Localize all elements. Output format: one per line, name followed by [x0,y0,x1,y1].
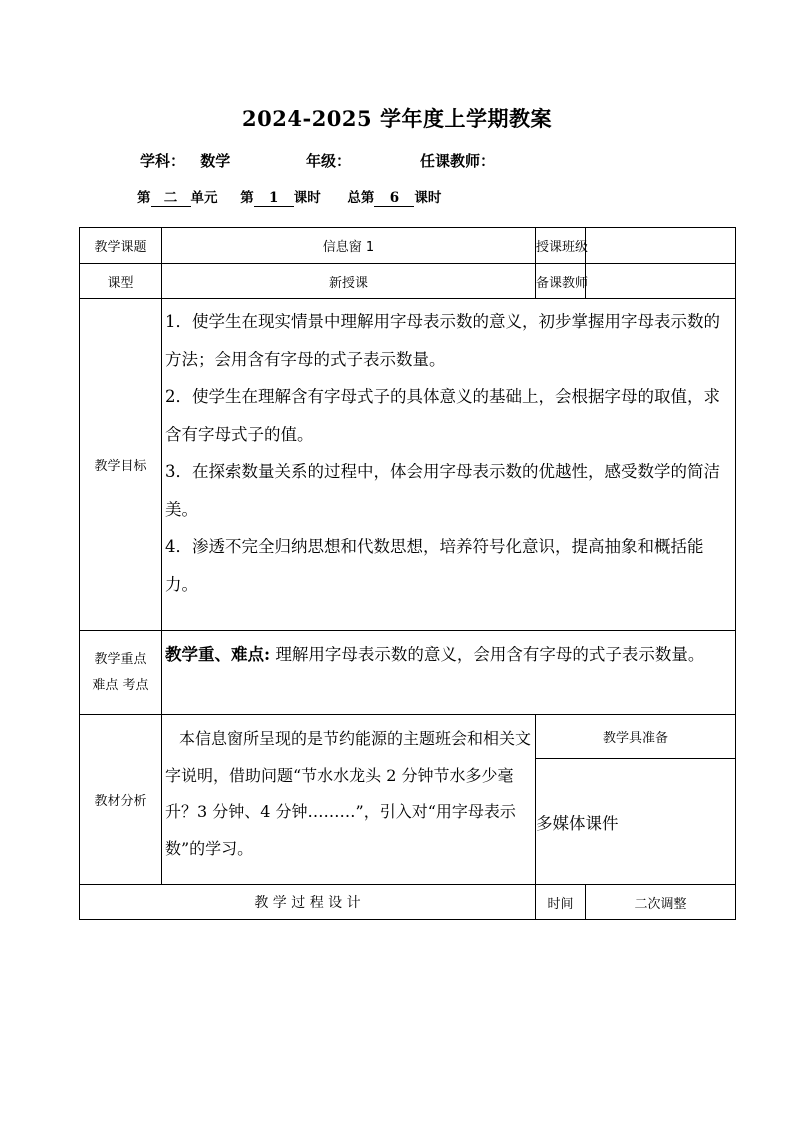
class-value [586,228,736,264]
topic-value: 信息窗 1 [162,228,536,264]
topic-label: 教学课题 [80,228,162,264]
goal-item: 3．在探索数量关系的过程中，体会用字母表示数的优越性，感受数学的简洁美。 [165,462,720,519]
goal-item: 2．使学生在理解含有字母式子的具体意义的基础上，会根据字母的取值，求含有字母式子的值。 [165,387,720,444]
key-heading: 教学重、难点 [165,645,264,664]
unit-suffix: 单元 [190,190,218,206]
total-suffix: 课时 [414,190,442,206]
unit-line [137,186,441,207]
unit-prefix: 第 [137,190,151,206]
analysis-label: 教材分析 [80,715,162,885]
type-value: 新授课 [162,264,536,299]
page-title: 2024-2025 学年度上学期教案 [242,106,552,131]
subject-value: 数学 [200,152,231,170]
key-label-line-2: 难点 考点 [92,677,149,693]
adjust-label: 二次调整 [586,885,736,920]
lesson-prefix: 第 [240,190,254,206]
goals-list [162,299,736,631]
time-label: 时间 [536,885,586,920]
unit-value: 二 [151,190,191,207]
key-label-line-1: 教学重点 [94,651,147,667]
table-row [80,299,736,631]
grade-label: 年级： [306,152,352,170]
lesson-value: 1 [254,190,294,207]
total-prefix: 总第 [347,190,375,206]
analysis-text: 本信息窗所呈现的是节约能源的主题班会和相关文字说明，借助问题“节水水龙头 2 分钟节水多少毫升？3 分钟、4 分钟………”，引入对“用字母表示数”的学习。 [162,715,536,885]
table-row [80,631,736,715]
table-row [80,885,736,920]
lesson-plan-table [79,227,736,920]
subject-line [140,150,230,171]
prep-label: 教学具准备 [536,715,736,759]
key-label [80,631,162,715]
process-label: 教 学 过 程 设 计 [80,885,536,920]
subject-label: 学科： [140,152,186,170]
class-label: 授课班级 [536,228,586,264]
lesson-suffix: 课时 [293,190,321,206]
total-value: 6 [374,190,414,207]
type-label: 课型 [80,264,162,299]
goal-item: 4．渗透不完全归纳思想和代数思想，培养符号化意识，提高抽象和概括能力。 [165,537,704,594]
key-text: 理解用字母表示数的意义，会用含有字母的式子表示数量。 [275,645,705,664]
goals-label: 教学目标 [80,299,162,631]
table-row [80,264,736,299]
prep-teacher-value [586,264,736,299]
teacher-label: 任课教师： [420,152,496,170]
key-points: 教学重、难点: 理解用字母表示数的意义，会用含有字母的式子表示数量。 [162,631,736,715]
table-row [80,228,736,264]
goal-item: 1．使学生在现实情景中理解用字母表示数的意义，初步掌握用字母表示数的方法；会用含有字母的式子表示数量。 [165,312,720,369]
prep-value: 多媒体课件 [536,759,736,885]
table-row [80,715,736,759]
prep-teacher-label: 备课教师 [536,264,586,299]
